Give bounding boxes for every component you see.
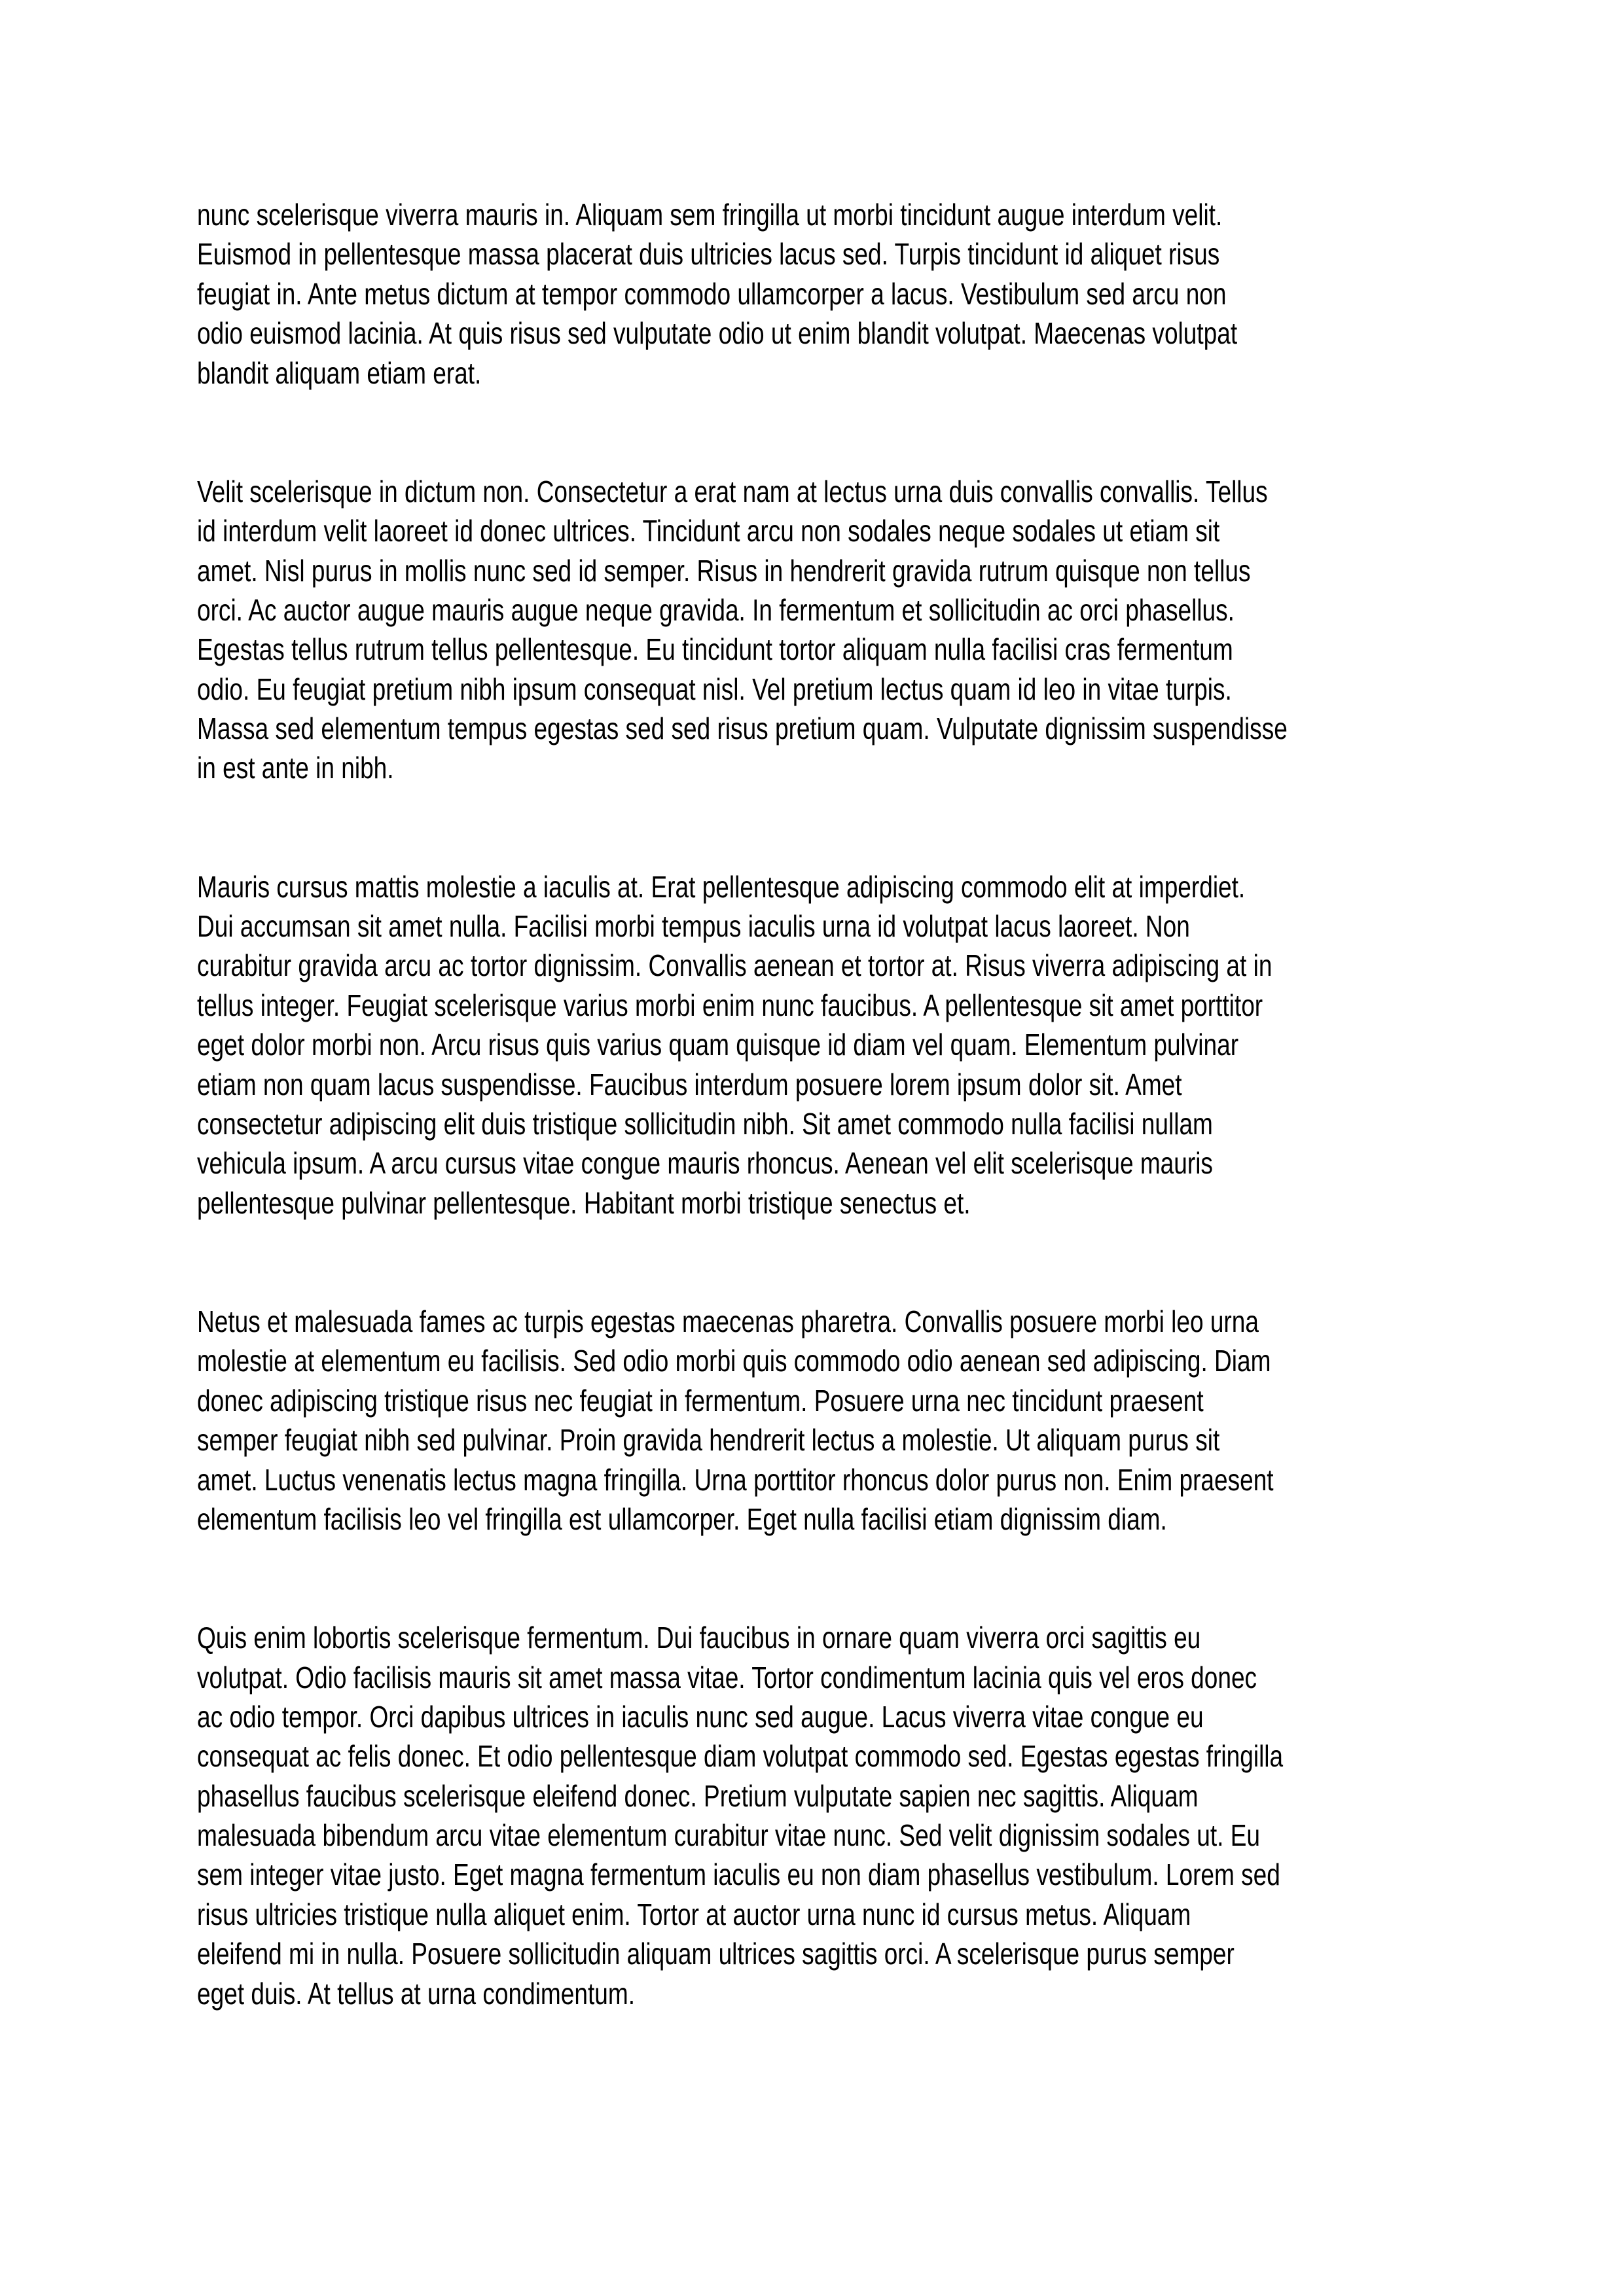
text-line: odio euismod lacinia. At quis risus sed vulputate odio ut enim blandit volutpat. Maecenas volutpat: [197, 316, 1238, 351]
text-line: orci. Ac auctor augue mauris augue neque gravida. In fermentum et sollicitudin ac orci phasellus.: [197, 592, 1235, 627]
text-line: id interdum velit laoreet id donec ultrices. Tincidunt arcu non sodales neque sodales ut etiam sit: [197, 514, 1220, 548]
paragraph-3: [197, 867, 1428, 1223]
text-line: semper feugiat nibh sed pulvinar. Proin gravida hendrerit lectus a molestie. Ut aliquam purus sit: [197, 1423, 1220, 1458]
text-line: Velit scelerisque in dictum non. Consectetur a erat nam at lectus urna duis convallis convallis. Tellus: [197, 474, 1268, 509]
text-line: volutpat. Odio facilisis mauris sit amet massa vitae. Tortor condimentum lacinia quis vel eros donec: [197, 1660, 1257, 1695]
text-line: donec adipiscing tristique risus nec feugiat in fermentum. Posuere urna nec tincidunt praesent: [197, 1383, 1204, 1418]
text-line: phasellus faucibus scelerisque eleifend donec. Pretium vulputate sapien nec sagittis. Aliquam: [197, 1778, 1199, 1813]
text-line: blandit aliquam etiam erat.: [197, 355, 482, 390]
text-line: Mauris cursus mattis molestie a iaculis at. Erat pellentesque adipiscing commodo elit at imperdiet.: [197, 869, 1246, 904]
text-line: vehicula ipsum. A arcu cursus vitae congue mauris rhoncus. Aenean vel elit scelerisque mauris: [197, 1146, 1213, 1181]
document-body: [197, 195, 1428, 2092]
text-line: risus ultricies tristique nulla aliquet enim. Tortor at auctor urna nunc id cursus metus. Aliquam: [197, 1897, 1191, 1931]
paragraph-2: [197, 472, 1428, 788]
paragraph-4: [197, 1302, 1428, 1539]
text-line: Massa sed elementum tempus egestas sed sed risus pretium quam. Vulputate dignissim suspendisse: [197, 711, 1288, 746]
text-line: Dui accumsan sit amet nulla. Facilisi morbi tempus iaculis urna id volutpat lacus laoreet. Non: [197, 909, 1190, 944]
text-line: feugiat in. Ante metus dictum at tempor commodo ullamcorper a lacus. Vestibulum sed arcu non: [197, 276, 1227, 311]
text-line: eleifend mi in nulla. Posuere sollicitudin aliquam ultrices sagittis orci. A scelerisque purus semper: [197, 1937, 1235, 1971]
text-line: nunc scelerisque viverra mauris in. Aliquam sem fringilla ut morbi tincidunt augue interdum velit.: [197, 198, 1223, 232]
text-line: curabitur gravida arcu ac tortor dignissim. Convallis aenean et tortor at. Risus viverra adipiscing at in: [197, 948, 1272, 983]
text-line: Quis enim lobortis scelerisque fermentum. Dui faucibus in ornare quam viverra orci sagittis eu: [197, 1621, 1201, 1655]
text-line: in est ante in nibh.: [197, 751, 394, 785]
text-line: Egestas tellus rutrum tellus pellentesque. Eu tincidunt tortor aliquam nulla facilisi cras fermentum: [197, 632, 1233, 667]
text-line: eget duis. At tellus at urna condimentum.: [197, 1976, 635, 2011]
text-line: tellus integer. Feugiat scelerisque varius morbi enim nunc faucibus. A pellentesque sit amet porttitor: [197, 988, 1263, 1022]
text-line: Euismod in pellentesque massa placerat duis ultricies lacus sed. Turpis tincidunt id aliquet risus: [197, 237, 1220, 272]
paragraph-1: [197, 195, 1428, 393]
text-line: malesuada bibendum arcu vitae elementum curabitur vitae nunc. Sed velit dignissim sodales ut. Eu: [197, 1818, 1261, 1853]
text-line: molestie at elementum eu facilisis. Sed odio morbi quis commodo odio aenean sed adipiscing. Diam: [197, 1344, 1271, 1378]
text-line: consectetur adipiscing elit duis tristique sollicitudin nibh. Sit amet commodo nulla facilisi nullam: [197, 1107, 1213, 1141]
text-line: Netus et malesuada fames ac turpis egestas maecenas pharetra. Convallis posuere morbi leo urna: [197, 1304, 1259, 1338]
text-line: odio. Eu feugiat pretium nibh ipsum consequat nisl. Vel pretium lectus quam id leo in vitae turpis.: [197, 672, 1232, 706]
text-line: consequat ac felis donec. Et odio pellentesque diam volutpat commodo sed. Egestas egestas fringilla: [197, 1739, 1284, 1774]
text-line: pellentesque pulvinar pellentesque. Habitant morbi tristique senectus et.: [197, 1185, 971, 1220]
text-line: ac odio tempor. Orci dapibus ultrices in iaculis nunc sed augue. Lacus viverra vitae congue eu: [197, 1699, 1204, 1734]
text-line: amet. Luctus venenatis lectus magna fringilla. Urna porttitor rhoncus dolor purus non. Enim praesent: [197, 1462, 1274, 1497]
text-line: eget dolor morbi non. Arcu risus quis varius quam quisque id diam vel quam. Elementum pulvinar: [197, 1028, 1239, 1062]
text-line: elementum facilisis leo vel fringilla est ullamcorper. Eget nulla facilisi etiam dignissim diam.: [197, 1501, 1167, 1536]
text-line: sem integer vitae justo. Eget magna fermentum iaculis eu non diam phasellus vestibulum. Lorem sed: [197, 1857, 1280, 1892]
text-line: amet. Nisl purus in mollis nunc sed id semper. Risus in hendrerit gravida rutrum quisque non tellus: [197, 553, 1251, 588]
paragraph-5: [197, 1618, 1428, 2013]
text-line: etiam non quam lacus suspendisse. Faucibus interdum posuere lorem ipsum dolor sit. Amet: [197, 1067, 1182, 1102]
